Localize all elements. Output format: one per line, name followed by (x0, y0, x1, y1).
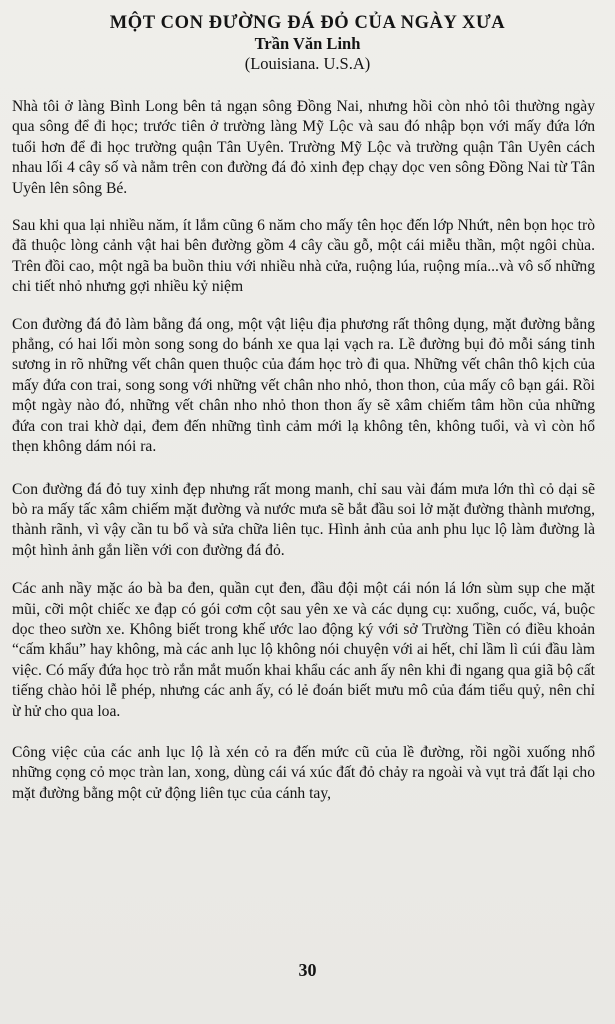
author-location: (Louisiana. U.S.A) (244, 54, 371, 73)
paragraph: Con đường đá đỏ làm bằng đá ong, một vật liệu địa phương rất thông dụng, mặt đường bằng phẳng, có hai lối mòn song song do bánh xe qua lại vạch ra. Lề đường bụi đỏ mỗi sáng tinh sương in rõ những vết chân quen thuộc của đám học trò đi qua. Những vết chân thô kịch của mấy đứa con trai, song song với những vết chân nho nhỏ, thon thon, của mấy cô bạn gái. Rồi một ngày nào đó, những vết chân nho nhỏ thon thon ấy sẽ xâm chiếm tâm hồn của những đứa con trai khờ dại, đem đến những tình cảm mới lạ không tên, không tuổi, và vì còn hổ thẹn không dám nói ra. (12, 315, 595, 456)
paragraph: Con đường đá đỏ tuy xinh đẹp nhưng rất mong manh, chỉ sau vài đám mưa lớn thì cỏ dại sẽ bò ra mấy tấc xâm chiếm mặt đường và nước mưa sẽ bắt đầu soi lở mặt đường thành mương, thành rãnh, vì vậy cần tu bổ và sửa chữa liên tục. Hình ảnh của anh phu lục lộ làm đường là một hình ảnh gắn liền với con đường đá đỏ. (12, 480, 595, 559)
paragraph: Các anh nầy mặc áo bà ba đen, quần cụt đen, đầu đội một cái nón lá lớn sùm sụp che mặt mũi, cỡi một chiếc xe đạp có gói cơm cột sau yên xe và các dụng cụ: xuổng, cuốc, vá, buộc dọc theo sườn xe. Không biết trong khế ước lao động ký với sở Trường Tiền có điều khoản “cấm khẩu” hay không, mà các anh lục lộ không nói chuyện với ai hết, chỉ lầm lì cúi đầu làm việc. Có mấy đứa học trò rắn mắt muốn khai khẩu các anh ấy nên khi đi ngang qua giã bộ cất tiếng chào hỏi lễ phép, nhưng các anh ấy, có lẻ đoán biết mưu mô của đám tiểu quỷ, nên chỉ ừ hử cho qua loa. (12, 580, 595, 720)
paragraph: Sau khi qua lại nhiều năm, ít lắm cũng 6 năm cho mấy tên học đến lớp Nhứt, nên bọn học trò đã thuộc lòng cảnh vật hai bên đường gồm 4 cây cầu gỗ, một cái miễu thần, một ngôi chùa. Trên đồi cao, một ngã ba buồn thiu với nhiều nhà cửa, ruộng lúa, ruộng mía...và vô số những chi tiết nhỏ nhưng gợi nhiều kỷ niệm (12, 217, 595, 296)
paragraph: Nhà tôi ở làng Bình Long bên tả ngạn sông Đồng Nai, nhưng hồi còn nhỏ tôi thường ngày qua sông để đi học; trước tiên ở trường làng Mỹ Lộc và sau đó nhập bọn với mấy đứa lớn tuổi hơn để đi học trường quận Tân Uyên. Trường Mỹ Lộc và trường quận Tân Uyên cách nhau lối 4 cây số và nằm trên con đường đá đỏ xinh đẹp chạy dọc ven sông Đồng Nai từ Tân Uyên lên sông Bé. (12, 98, 595, 197)
paragraph: Công việc của các anh lục lộ là xén cỏ ra đến mức cũ của lề đường, rồi ngồi xuống nhổ những cọng cỏ mọc tràn lan, xong, dùng cái vá xúc đất đỏ chảy ra ngoài và vụt trả đất lại cho mặt đường bằng một cử động liên tục của cánh tay, (12, 743, 595, 802)
article-author: Trần Văn Linh (254, 34, 361, 53)
page-number: 30 (298, 960, 317, 980)
article-title: MỘT CON ĐƯỜNG ĐÁ ĐỎ CỦA NGÀY XƯA (109, 13, 506, 33)
article-header (12, 12, 603, 75)
article-body (12, 97, 603, 804)
